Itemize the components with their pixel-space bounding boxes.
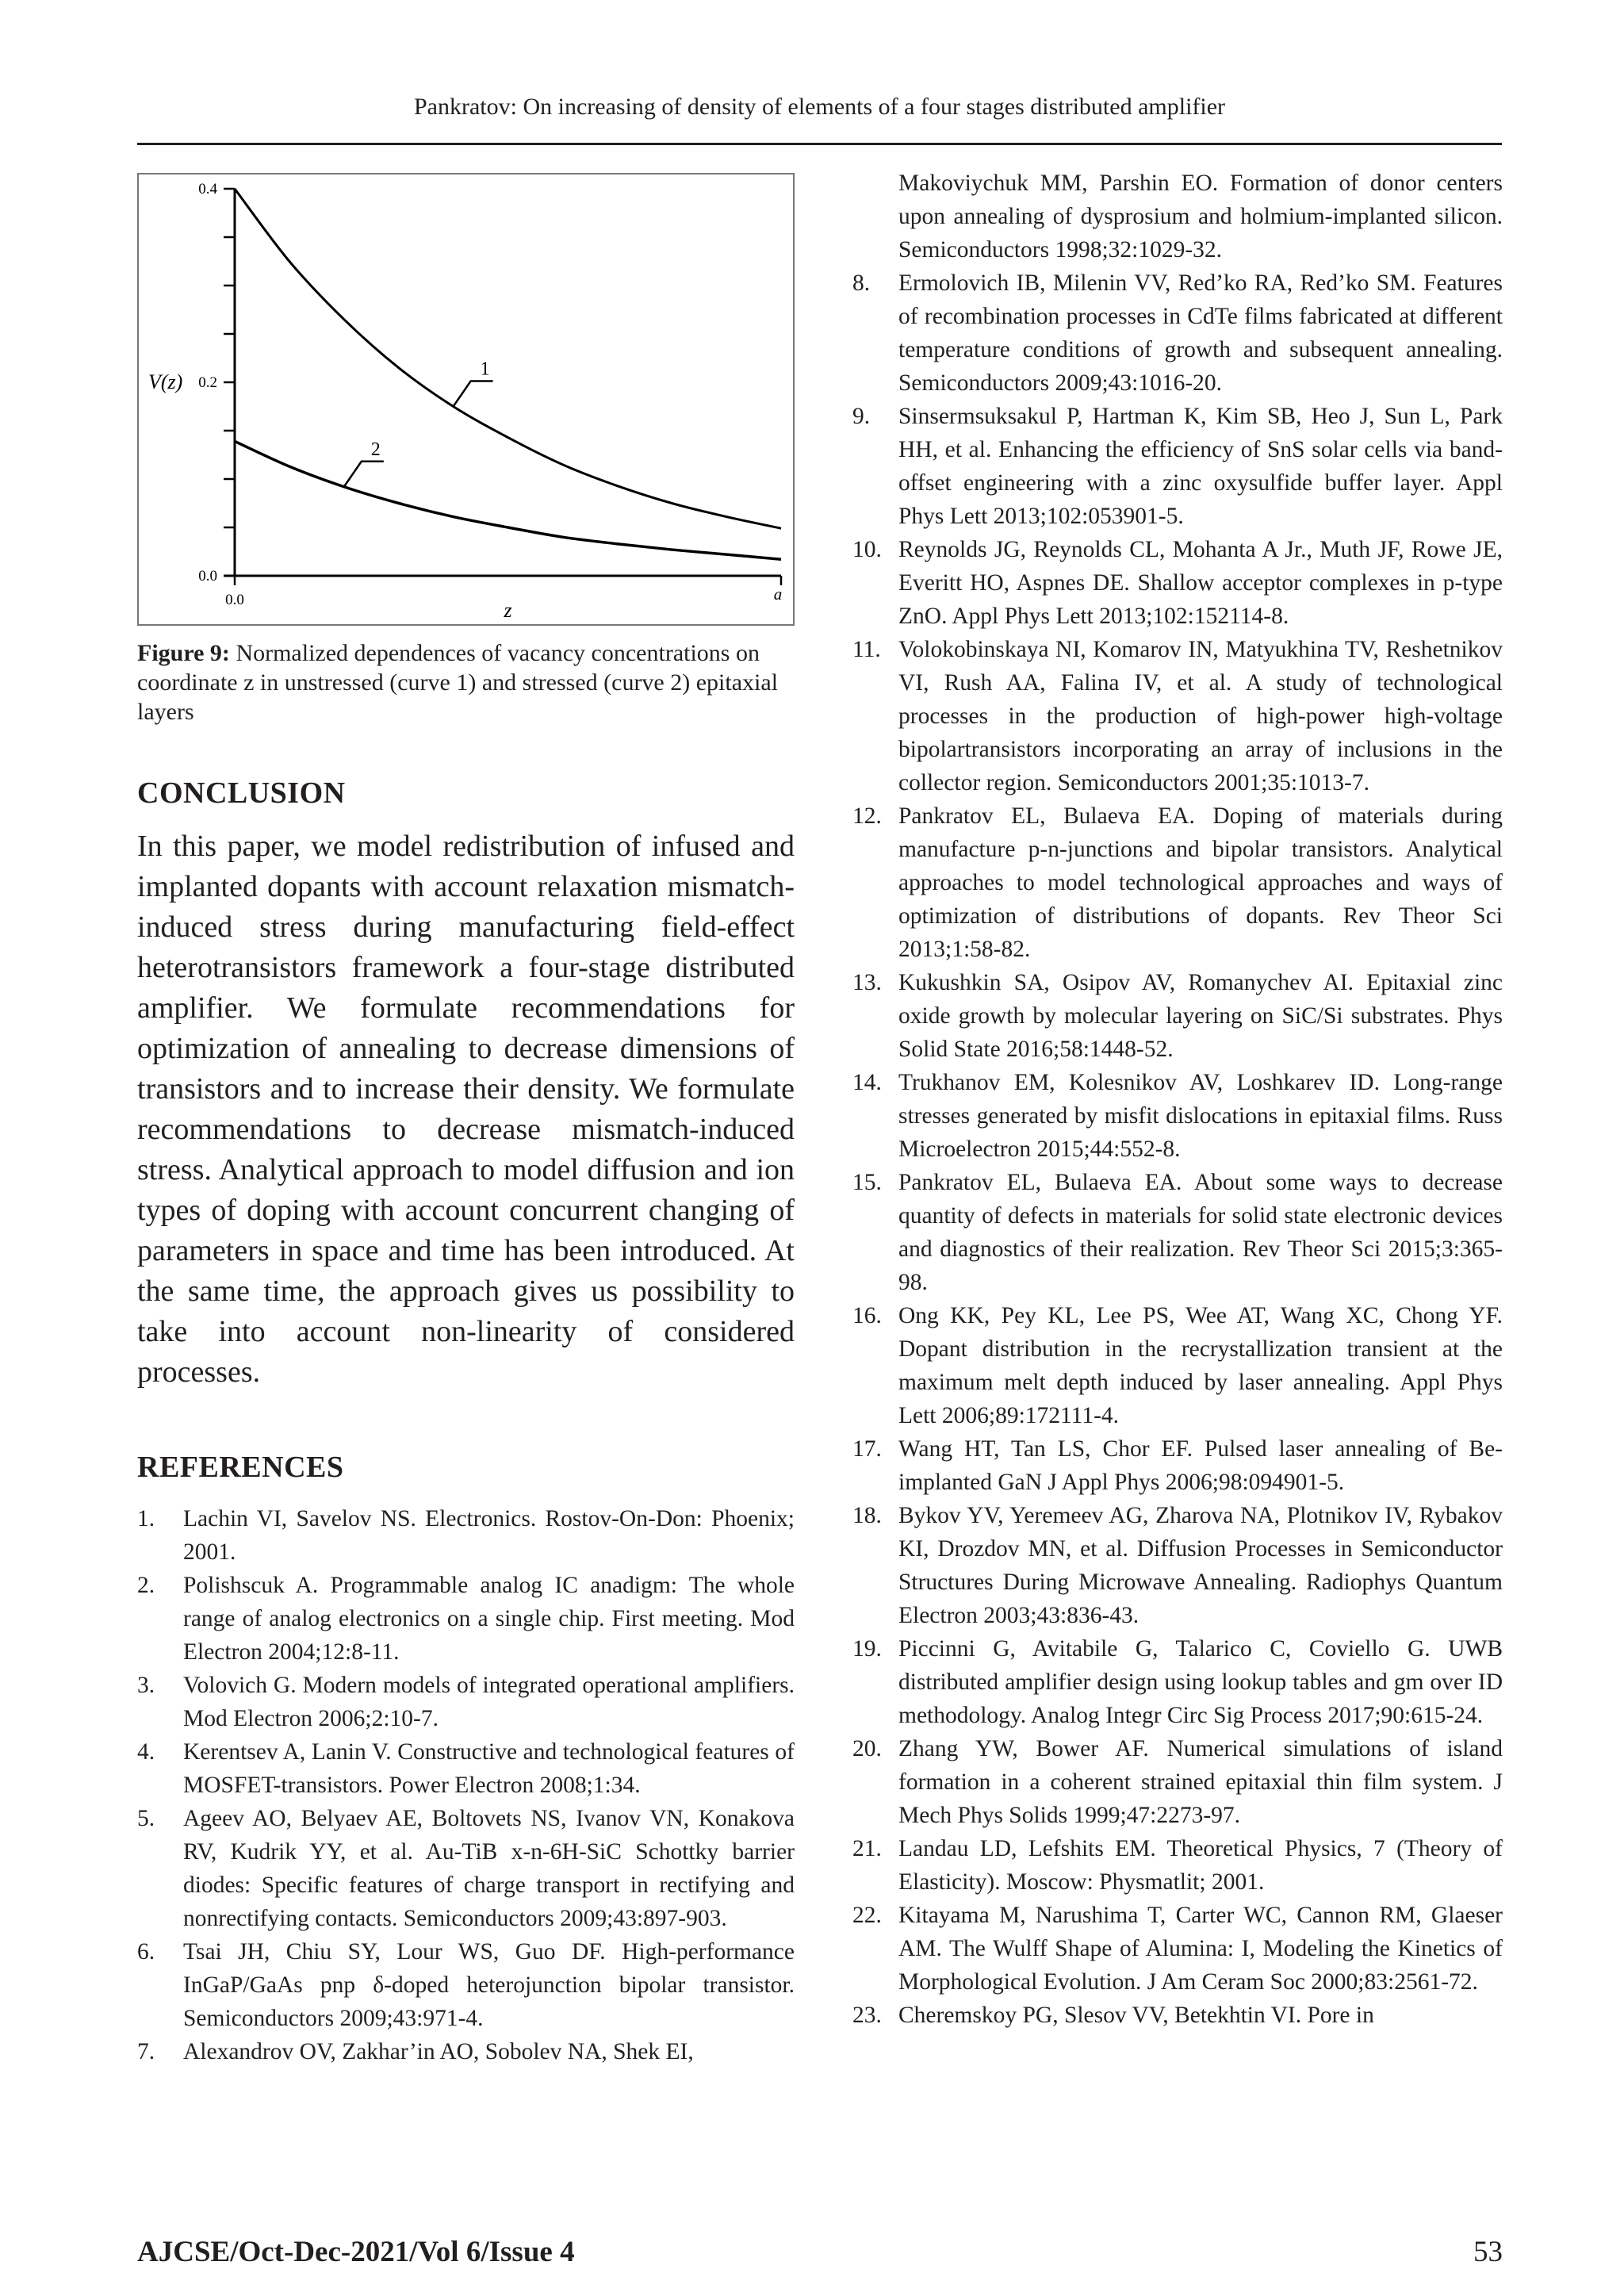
x-tick-label: a <box>773 585 783 604</box>
reference-item <box>852 1166 1503 1299</box>
reference-text: Cheremskoy PG, Slesov VV, Betekhtin VI. Pore in <box>898 2003 1374 2028</box>
conclusion-text: In this paper, we model redistribution of infused and implanted dopants with account relaxation mismatch-induced stress during manufacturing field-effect heterotransistors framework a four-stage distributed amplifier. We formulate recommendations for optimization of annealing to decrease dimensions of transistors and to increase their density. We formulate recommendations to decrease mismatch-induced stress. Analytical approach to model diffusion and ion types of doping with account concurrent changing of parameters in space and time has been introduced. At the same time, the approach gives us possibility to take into account non-linearity of considered processes. <box>137 830 795 1389</box>
figure-label: Figure 9: <box>137 640 230 666</box>
y-tick-label: 0.4 <box>198 181 217 197</box>
figure-9-chart <box>137 173 795 626</box>
reference-item <box>137 1669 795 1735</box>
reference-number: 20. <box>852 1736 882 1761</box>
reference-item <box>137 2035 795 2068</box>
reference-number: 5. <box>137 1806 155 1831</box>
reference-text: Lachin VI, Savelov NS. Electronics. Rostov-On-Don: Phoenix; 2001. <box>183 1506 795 1565</box>
reference-item <box>852 1432 1503 1499</box>
x-axis-label: z <box>504 599 512 622</box>
reference-number: 2. <box>137 1573 155 1598</box>
reference-number: 14. <box>852 1070 882 1095</box>
reference-text: Ageev AO, Belyaev AE, Boltovets NS, Ivanov VN, Konakova RV, Kudrik YY, et al. Au-TiB x-n-6H-SiC Schottky barrier diodes: Specific features of charge transport in rectifying and nonrectifying contacts. Semiconductors 2009;43:897-903. <box>183 1806 795 1931</box>
reference-text: Polishscuk A. Programmable analog IC anadigm: The whole range of analog electronics on a single chip. First meeting. Mod Electron 2004;12:8-11. <box>183 1573 795 1665</box>
reference-item <box>852 633 1503 799</box>
y-axis-label: V(z) <box>148 370 183 393</box>
reference-text: Volokobinskaya NI, Komarov IN, Matyukhina TV, Reshetnikov VI, Rush AA, Falina IV, et al. A study of technological processes in the production of high-power high-voltage bipolartransistors incorporating an array of inclusions in the collector region. Semiconductors 2001;35:1013-7. <box>898 637 1503 795</box>
reference-number <box>852 167 898 266</box>
header-rule <box>137 143 1502 145</box>
reference-text: Alexandrov OV, Zakhar’in AO, Sobolev NA, Shek EI, <box>183 2039 694 2064</box>
reference-item <box>137 1802 795 1935</box>
reference-text: Pankratov EL, Bulaeva EA. Doping of materials during manufacture p-n-junctions and bipolar transistors. Analytical approaches to model technological approaches and ways of optimization of distributions of dopants. Rev Theor Sci 2013;1:58-82. <box>898 803 1503 962</box>
reference-text: Zhang YW, Bower AF. Numerical simulations of island formation in a coherent strained epitaxial thin film system. J Mech Phys Solids 1999;47:2273-97. <box>898 1736 1503 1828</box>
reference-item <box>852 1732 1503 1832</box>
reference-text: Bykov YV, Yeremeev AG, Zharova NA, Plotnikov IV, Rybakov KI, Drozdov MN, et al. Diffusion Processes in Semiconductor Structures During Microwave Annealing. Radiophys Quantum Electron 2003;43:836-43. <box>898 1503 1503 1628</box>
chart-svg <box>139 174 796 627</box>
reference-text: Ong KK, Pey KL, Lee PS, Wee AT, Wang XC, Chong YF. Dopant distribution in the recrystallization transient at the maximum melt depth induced by laser annealing. Appl Phys Lett 2006;89:172111-4. <box>898 1303 1503 1428</box>
reference-text: Volovich G. Modern models of integrated operational amplifiers. Mod Electron 2006;2:10-7. <box>183 1673 795 1731</box>
reference-number: 11. <box>852 637 881 662</box>
reference-item <box>137 1935 795 2035</box>
reference-text: Wang HT, Tan LS, Chor EF. Pulsed laser annealing of Be-implanted GaN J Appl Phys 2006;98:094901-5. <box>898 1436 1503 1495</box>
reference-number: 7. <box>137 2039 155 2064</box>
reference-item <box>137 1735 795 1802</box>
reference-text: Tsai JH, Chiu SY, Lour WS, Guo DF. High-performance InGaP/GaAs pnp δ-doped heterojunction bipolar transistor. Semiconductors 2009;43:971-4. <box>183 1939 795 2031</box>
footer-journal: AJCSE/Oct-Dec-2021/Vol 6/Issue 4 <box>137 2236 575 2268</box>
reference-item <box>852 1899 1503 1999</box>
reference-number: 6. <box>137 1939 155 1964</box>
reference-item <box>852 1066 1503 1166</box>
reference-item <box>852 400 1503 533</box>
reference-item <box>852 1499 1503 1632</box>
references-list-right <box>852 167 1503 2032</box>
reference-item <box>852 266 1503 400</box>
reference-item <box>137 1569 795 1669</box>
x-tick-label: 0.0 <box>225 592 244 608</box>
reference-text: Makoviychuk MM, Parshin EO. Formation of donor centers upon annealing of dysprosium and holmium-implanted silicon. Semiconductors 1998;32:1029-32. <box>898 171 1503 263</box>
reference-text: Pankratov EL, Bulaeva EA. About some ways to decrease quantity of defects in materials for solid state electronic devices and diagnostics of their realization. Rev Theor Sci 2015;3:365-98. <box>898 1170 1503 1295</box>
curve-2 <box>235 441 781 559</box>
reference-text: Kitayama M, Narushima T, Carter WC, Cannon RM, Glaeser AM. The Wulff Shape of Alumina: I, Modeling the Kinetics of Morphological Evolution. J Am Ceram Soc 2000;83:2561-72. <box>898 1903 1503 1995</box>
right-column <box>852 167 1503 2032</box>
reference-text: Reynolds JG, Reynolds CL, Mohanta A Jr., Muth JF, Rowe JE, Everitt HO, Aspnes DE. Shallow acceptor complexes in p-type ZnO. Appl Phys Lett 2013;102:152114-8. <box>898 537 1503 629</box>
reference-number: 23. <box>852 2003 882 2028</box>
reference-number: 8. <box>852 270 871 296</box>
reference-text: Kerentsev A, Lanin V. Constructive and technological features of MOSFET-transistors. Power Electron 2008;1:34. <box>183 1739 795 1798</box>
figure-caption-text: Normalized dependences of vacancy concentrations on coordinate z in unstressed (curve 1) and stressed (curve 2) epitaxial layers <box>137 640 779 725</box>
reference-number: 18. <box>852 1503 882 1528</box>
reference-number: 15. <box>852 1170 882 1195</box>
reference-number: 9. <box>852 404 871 429</box>
reference-text: Piccinni G, Avitabile G, Talarico C, Coviello G. UWB distributed amplifier design using lookup tables and gm over ID methodology. Analog Integr Circ Sig Process 2017;90:615-24. <box>898 1636 1503 1728</box>
running-header: Pankratov: On increasing of density of elements of a four stages distributed amplifier <box>413 94 1226 120</box>
curve-label: 1 <box>480 358 490 380</box>
reference-number: 3. <box>137 1673 155 1698</box>
reference-text: Sinsermsuksakul P, Hartman K, Kim SB, Heo J, Sun L, Park HH, et al. Enhancing the efficiency of SnS solar cells via band-offset engineering with a zinc oxysulfide buffer layer. Appl Phys Lett 2013;102:053901-5. <box>898 404 1503 529</box>
reference-number: 19. <box>852 1636 882 1662</box>
reference-number: 17. <box>852 1436 882 1462</box>
reference-item <box>852 1832 1503 1899</box>
reference-number: 21. <box>852 1836 882 1861</box>
curve-label: 2 <box>370 439 381 460</box>
reference-text: Kukushkin SA, Osipov AV, Romanychev AI. Epitaxial zinc oxide growth by molecular layering on SiC/Si substrates. Phys Solid State 2016;58:1448-52. <box>898 970 1503 1062</box>
reference-number: 22. <box>852 1903 882 1928</box>
reference-number: 12. <box>852 803 882 829</box>
reference-number: 16. <box>852 1303 882 1328</box>
y-tick-label: 0.0 <box>198 568 217 585</box>
reference-text: Trukhanov EM, Kolesnikov AV, Loshkarev ID. Long-range stresses generated by misfit dislocations in epitaxial films. Russ Microelectron 2015;44:552-8. <box>898 1070 1503 1162</box>
curve-leader <box>344 462 384 487</box>
reference-number: 13. <box>852 970 882 995</box>
reference-number: 1. <box>137 1506 155 1531</box>
figure-caption <box>137 638 795 726</box>
reference-number: 4. <box>137 1739 155 1765</box>
reference-text: Landau LD, Lefshits EM. Theoretical Physics, 7 (Theory of Elasticity). Moscow: Physmatlit; 2001. <box>898 1836 1503 1895</box>
y-tick-label: 0.2 <box>198 374 217 391</box>
reference-item <box>852 966 1503 1066</box>
reference-item <box>852 1299 1503 1432</box>
reference-item <box>852 1632 1503 1732</box>
references-heading: REFERENCES <box>137 1451 344 1484</box>
reference-item <box>137 1502 795 1569</box>
conclusion-heading: CONCLUSION <box>137 776 346 810</box>
left-column <box>137 173 795 2068</box>
reference-item <box>852 799 1503 966</box>
reference-number: 10. <box>852 537 882 562</box>
reference-text: Ermolovich IB, Milenin VV, Red’ko RA, Red’ko SM. Features of recombination processes in CdTe films fabricated at different temperature conditions of growth and subsequent annealing. Semiconductors 2009;43:1016-20. <box>898 270 1503 396</box>
references-list-left <box>137 1502 795 2068</box>
reference-item <box>852 1999 1503 2032</box>
page-number: 53 <box>1473 2236 1503 2268</box>
reference-item <box>852 167 1503 266</box>
curve-leader <box>454 381 493 407</box>
reference-item <box>852 533 1503 633</box>
